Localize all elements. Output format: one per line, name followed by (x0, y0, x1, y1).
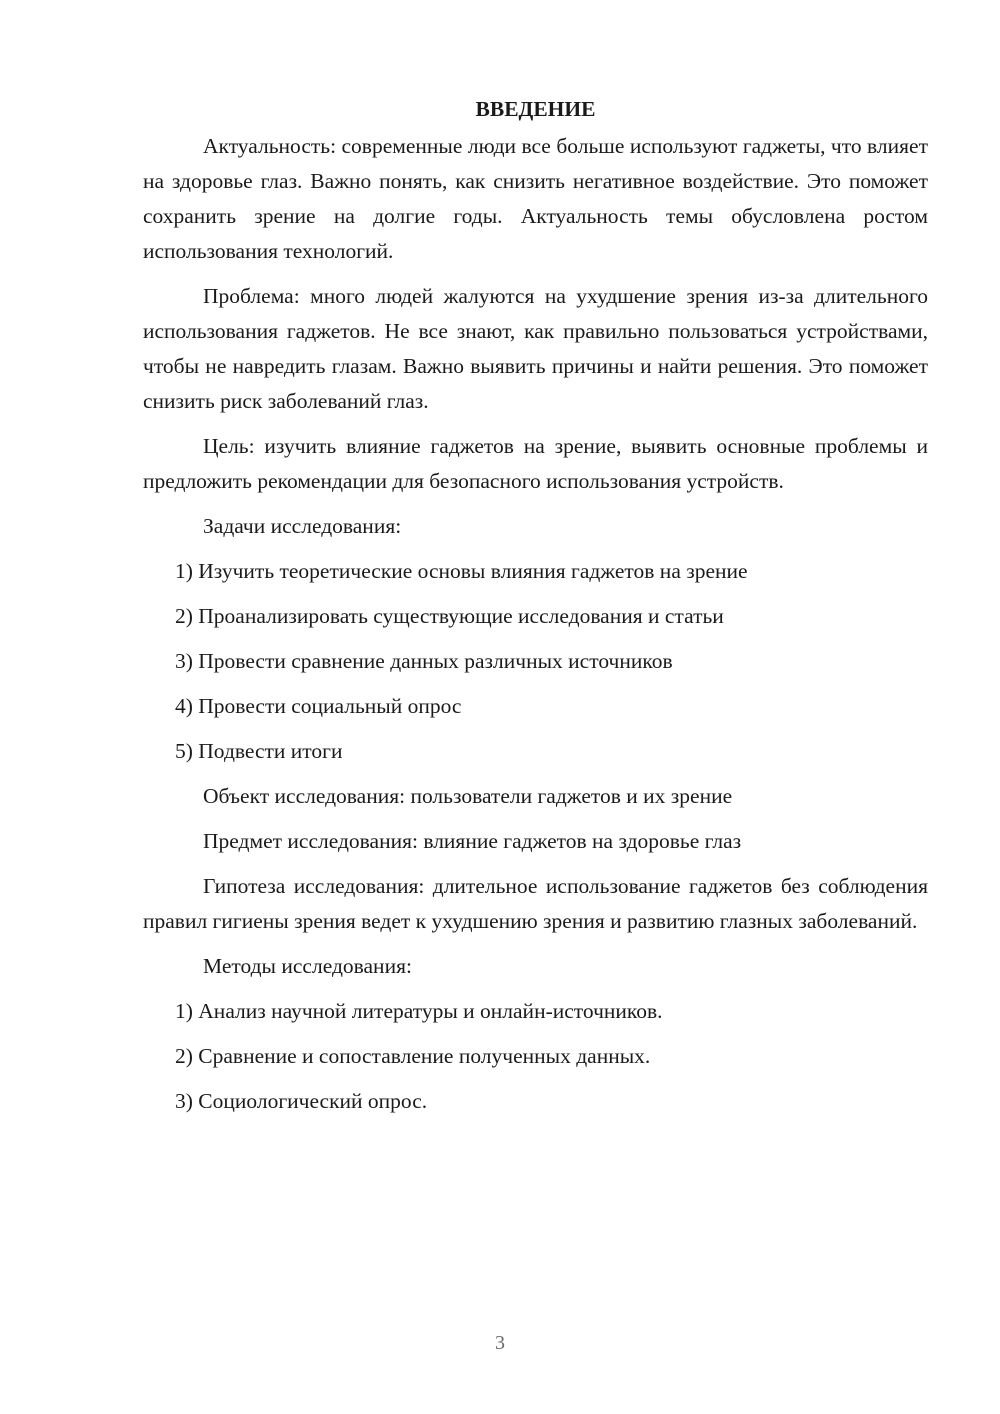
hypothesis-paragraph: Гипотеза исследования: длительное использование гаджетов без соблюдения правил гигиены зрения ведет к ухудшению зрения и развитию глазных заболеваний. (143, 874, 928, 933)
relevance-paragraph: Актуальность: современные люди все больше используют гаджеты, что влияет на здоровье глаз. Важно понять, как снизить негативное воздействие. Это поможет сохранить зрение на долгие годы. Актуальность темы обусловлена ростом использования технологий. (143, 134, 928, 263)
methods-list (143, 994, 928, 1119)
tasks-list (143, 554, 928, 769)
methods-heading: Методы исследования: (203, 954, 412, 978)
list-item: 1) Изучить теоретические основы влияния гаджетов на зрение (175, 559, 748, 583)
list-item: 5) Подвести итоги (175, 739, 343, 763)
section-title: ВВЕДЕНИЕ (475, 97, 596, 121)
page-number: 3 (495, 1332, 505, 1354)
problem-paragraph: Проблема: много людей жалуются на ухудшение зрения из-за длительного использования гаджетов. Не все знают, как правильно пользоваться устройствами, чтобы не навредить глазам. Важно выявить причины и найти решения. Это поможет снизить риск заболеваний глаз. (143, 284, 928, 413)
list-item: 2) Проанализировать существующие исследования и статьи (175, 604, 724, 628)
list-item: 3) Социологический опрос. (175, 1089, 428, 1113)
list-item: 2) Сравнение и сопоставление полученных данных. (175, 1044, 651, 1068)
tasks-heading: Задачи исследования: (203, 514, 402, 538)
goal-paragraph: Цель: изучить влияние гаджетов на зрение, выявить основные проблемы и предложить рекомендации для безопасного использования устройств. (143, 434, 928, 493)
document-page (143, 92, 928, 1129)
object-paragraph: Объект исследования: пользователи гаджетов и их зрение (203, 784, 733, 808)
list-item: 4) Провести социальный опрос (175, 694, 462, 718)
list-item: 3) Провести сравнение данных различных источников (175, 649, 673, 673)
list-item: 1) Анализ научной литературы и онлайн-источников. (175, 999, 663, 1023)
subject-paragraph: Предмет исследования: влияние гаджетов на здоровье глаз (203, 829, 742, 853)
